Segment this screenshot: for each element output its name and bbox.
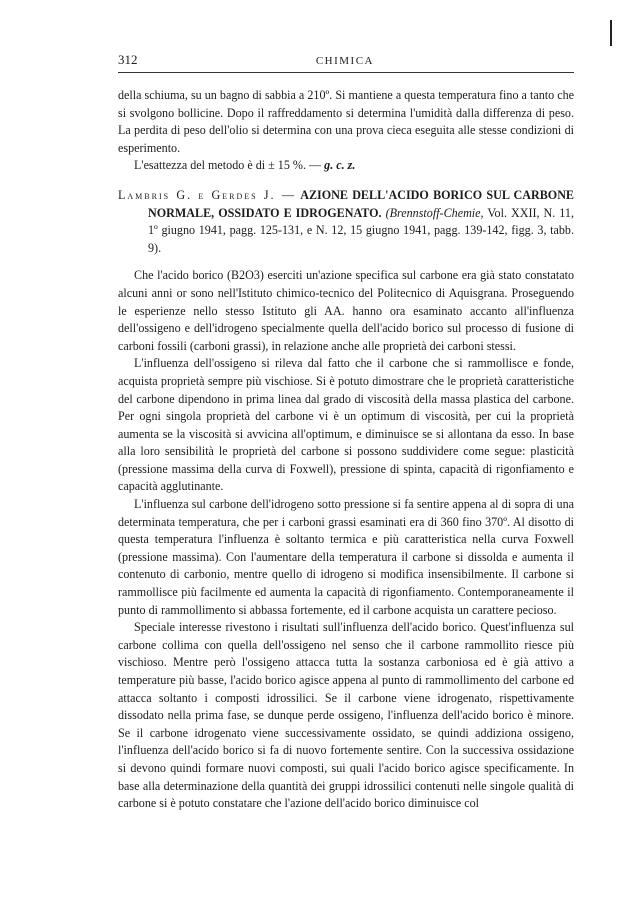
article-authors: Lambris G. e Gerdes J. — — [118, 187, 296, 202]
article-journal: (Brennstoff-Chemie, — [385, 205, 484, 220]
page-edge-mark — [610, 20, 612, 46]
body-paragraph-4: Speciale interesse rivestono i risultati sull'influenza dell'acido borico. Quest'influenza sul carbone collima con quella dell'ossigeno nel senso che il carbone rammollito riesce più vischioso. Mentre però l'ossigeno attacca tutta la sostanza carboniosa ed è già attivo a temperature più basse, l'acido borico agisce appena al punto di rammollimento del carbone ed attacca soltanto i composti idrossilici. Se il carbone viene idrogenato, rispettivamente dissodato nella prima fase, se dunque perde ossigeno, l'influenza dell'acido borico è minore. Se il carbone idrogenato viene successivamente ossidato, se quindi addiziona ossigeno, l'influenza dell'acido borico si fa di nuovo fortemente sentire. Con la successiva ossidazione si devono quindi formare nuovi composti, sui quali l'acido borico agisce specificamente. In base alla determinazione della quantità dei gruppi idrossilici contenuti nelle singole qualità di carbone si è potuto constatare che l'azione dell'acido borico diminuisce col — [118, 620, 574, 811]
intro-paragraph: della schiuma, su un bagno di sabbia a 210º. Si mantiene a questa temperatura fino a tanto che si svolgono bollicine. Dopo il raffreddamento si determina l'umidità dalla differenza di peso. La perdita di peso dell'olio si determina con una prova cieca eseguita alle stesse condizioni di esperimento. — [118, 88, 574, 155]
article-title: AZIONE DELL'ACIDO BORICO SUL CARBONE NORMALE, OSSIDATO E IDROGENATO. — [148, 187, 574, 220]
article-heading — [118, 187, 574, 257]
accuracy-line — [118, 157, 574, 175]
document-page — [118, 52, 574, 813]
running-header — [118, 52, 574, 73]
article-source-details: Vol. XXII, N. 11, 1º giugno 1941, pagg. 125-131, e N. 12, 15 giugno 1941, pagg. 139-142, figg. 3, tabb. 9). — [148, 205, 574, 255]
running-title: CHIMICA — [315, 55, 374, 67]
accuracy-text: L'esattezza del metodo è di ± 15 %. — — [134, 158, 322, 173]
abstractor-signature: g. c. z. — [324, 158, 356, 173]
body-paragraph-2: L'influenza dell'ossigeno si rileva dal fatto che il carbone che si rammollisce e fonde, acquista proprietà sempre più vischiose. Si è potuto dimostrare che le proprietà caratteristiche del carbone dipendono in prima linea dal grado di viscosità della massa plastica del carbone. Per ogni singola proprietà del carbone vi è un optimum di viscosità, per cui la proprietà aumenta se la viscosità si avvicina all'optimum, e diminuisce se si allontana da esso. In base alla loro sensibilità le proprietà del carbone si possono suddividere come segue: plasticità (pressione massima della curva di Foxwell), pressione di spinta, capacità di rigonfiamento e capacità agglutinante. — [118, 356, 574, 494]
body-paragraph-1: Che l'acido borico (B2O3) eserciti un'azione specifica sul carbone era già stato constatato alcuni anni or sono nell'Istituto chimico-tecnico del Politecnico di Aquisgrana. Proseguendo le esperienze nello stesso Istituto gli AA. hanno ora esaminato accanto all'influenza dell'ossigeno e dell'idrogeno specialmente quella dell'acido borico sul processo di fusione di carboni fossili (carboni grassi), in relazione anche alle proprietà dei carboni stessi. — [118, 268, 574, 353]
body-paragraph-3: L'influenza sul carbone dell'idrogeno sotto pressione si fa sentire appena al di sopra di una determinata temperatura, che per i carboni grassi esaminati era di 360 fino 370º. Al disotto di questa temperatura l'influenza è soltanto termica e più caratteristica nella curva Foxwell (pressione massima). Con l'aumentare della temperatura il carbone si dissolda e aumenta il contenuto di carbonio, mentre quello di idrogeno si modifica insensibilmente. Il carbone si rammollisce più facilmente ed aumenta la capacità di rigonfiamento. Contemporaneamente il punto di rammollimento si abbassa fortemente, ed il carbone acquista un carattere pecioso. — [118, 497, 574, 617]
page-number: 312 — [118, 52, 138, 67]
